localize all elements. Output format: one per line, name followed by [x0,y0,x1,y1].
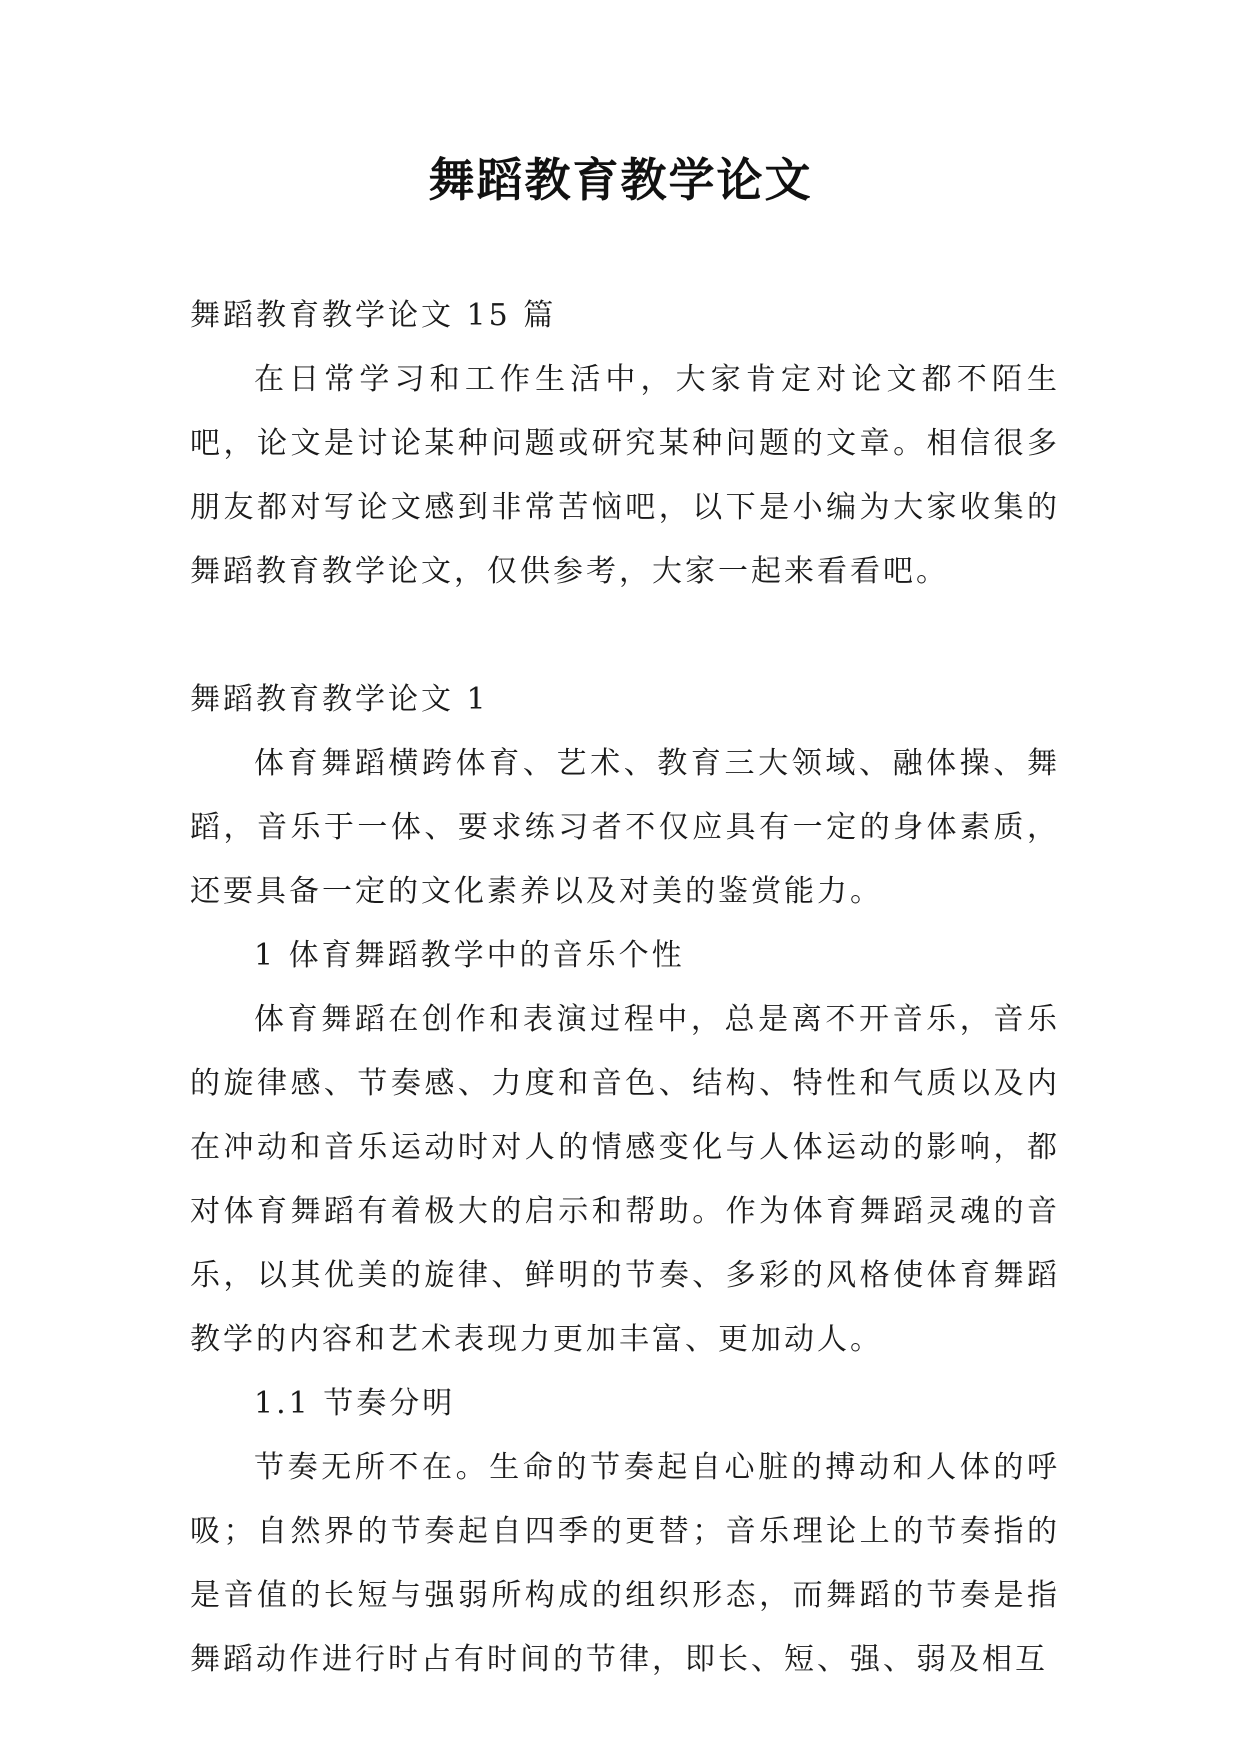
paragraph: 体育舞蹈横跨体育、艺术、教育三大领域、融体操、舞蹈，音乐于一体、要求练习者不仅应具有一定的身体素质，还要具备一定的文化素养以及对美的鉴赏能力。 [190,746,1060,909]
document-body [190,284,1060,1692]
paragraph: 在日常学习和工作生活中，大家肯定对论文都不陌生吧，论文是讨论某种问题或研究某种问题的文章。相信很多朋友都对写论文感到非常苦恼吧，以下是小编为大家收集的舞蹈教育教学论文，仅供参考，大家一起来看看吧。 [190,362,1060,589]
paragraph: 体育舞蹈在创作和表演过程中，总是离不开音乐，音乐的旋律感、节奏感、力度和音色、结构、特性和气质以及内在冲动和音乐运动时对人的情感变化与人体运动的影响，都对体育舞蹈有着极大的启示和帮助。作为体育舞蹈灵魂的音乐，以其优美的旋律、鲜明的节奏、多彩的风格使体育舞蹈教学的内容和艺术表现力更加丰富、更加动人。 [190,1002,1060,1357]
section-heading: 舞蹈教育教学论文 1 [190,682,489,717]
document-title: 舞蹈教育教学论文 [428,153,813,207]
paragraph: 节奏无所不在。生命的节奏起自心脏的搏动和人体的呼吸；自然界的节奏起自四季的更替；音乐理论上的节奏指的是音值的长短与强弱所构成的组织形态，而舞蹈的节奏是指舞蹈动作进行时占有时间的节律，即长、短、强、弱及相互 [190,1450,1060,1677]
paragraph: 舞蹈教育教学论文 15 篇 [190,298,557,333]
sub-heading: 1.1 节奏分明 [254,1386,456,1421]
sub-heading: 1 体育舞蹈教学中的音乐个性 [254,938,685,973]
